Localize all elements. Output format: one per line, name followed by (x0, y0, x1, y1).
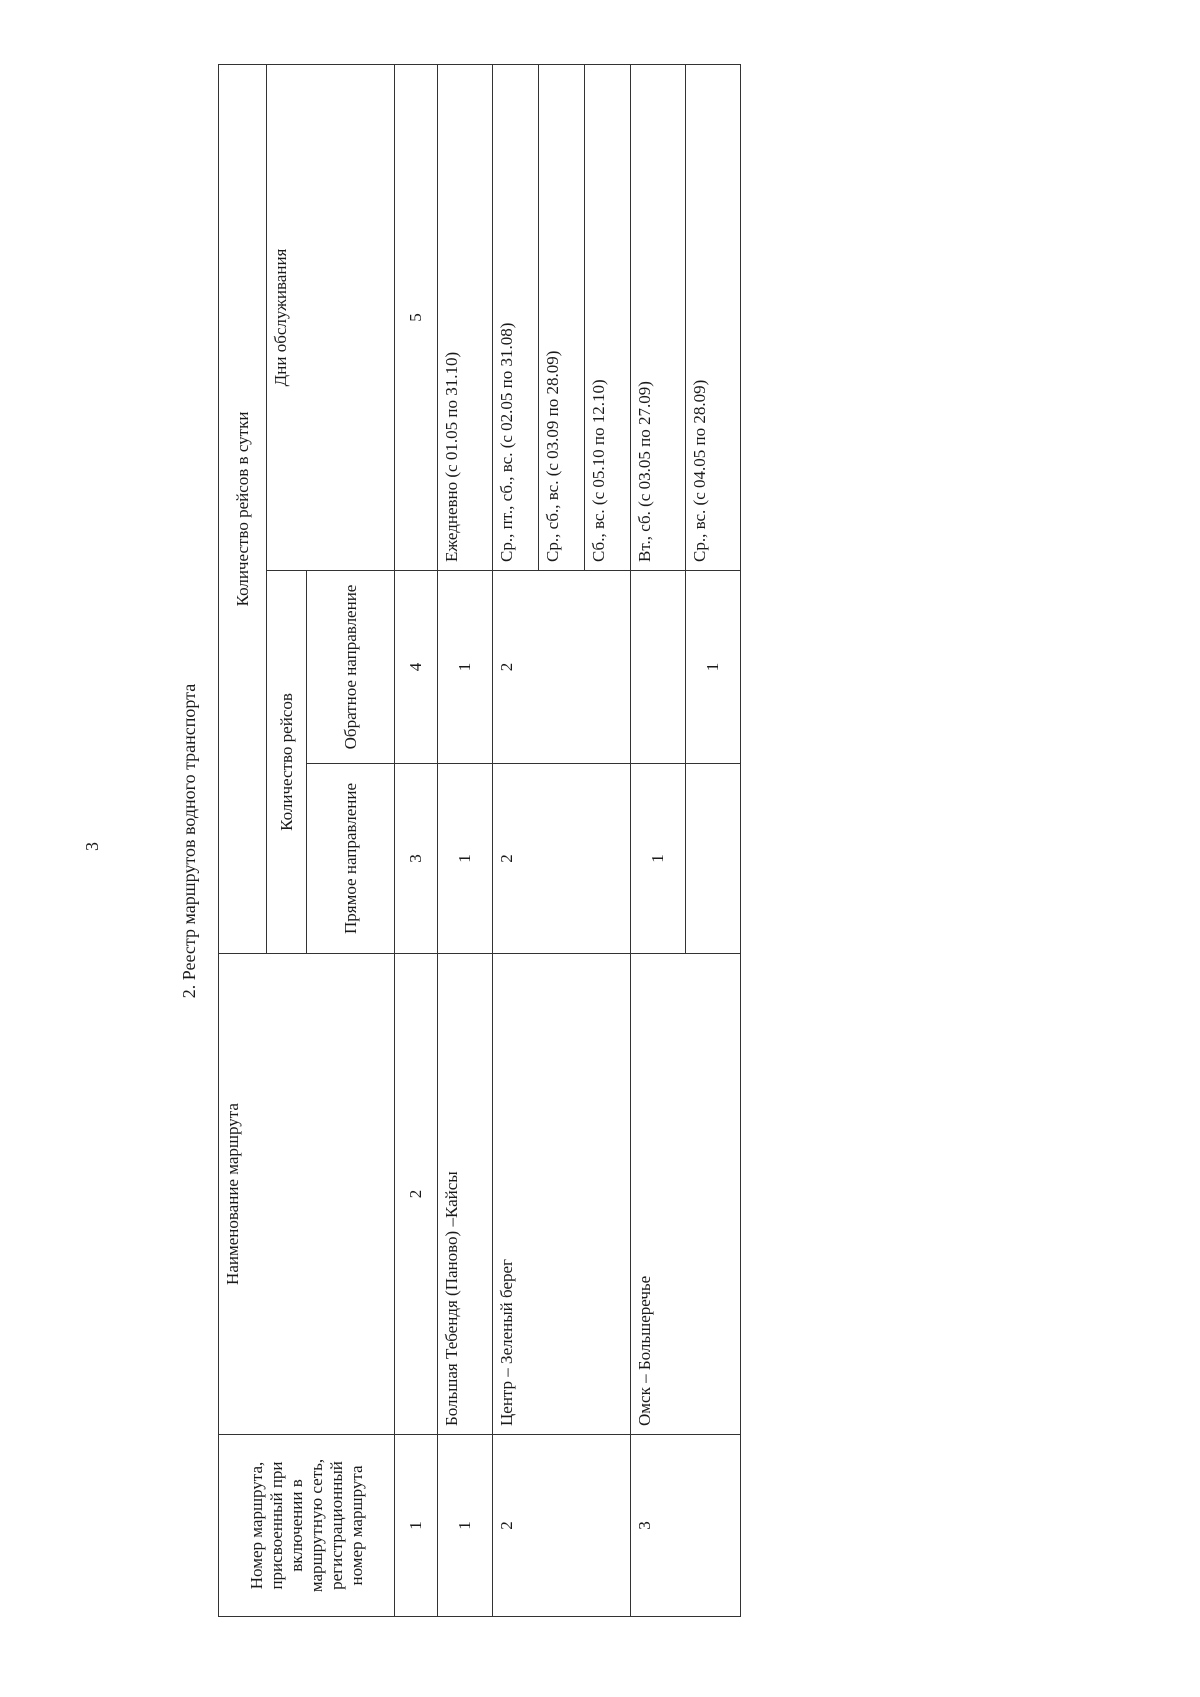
forward-cell: 1 (631, 764, 686, 954)
forward-cell (686, 764, 741, 954)
header-service-days: Дни обслуживания (267, 64, 395, 570)
table-row (631, 64, 686, 1616)
backward-cell: 2 (493, 571, 631, 764)
routes-registry-table (218, 64, 741, 1617)
route-number-cell: 3 (631, 1435, 741, 1617)
header-backward: Обратное направление (307, 571, 395, 764)
backward-cell (631, 571, 686, 764)
table-row (438, 64, 493, 1616)
column-number: 1 (395, 1435, 438, 1617)
header-route-name: Наименование маршрута (219, 954, 395, 1435)
rotated-page-content (160, 65, 760, 1617)
document-title: 2. Реестр маршрутов водного транспорта (179, 683, 199, 999)
header-trips-per-day: Количество рейсов в сутки (219, 64, 267, 953)
header-route-number: Номер маршрута, присвоенный при включении в маршрутную сеть, регистрационный номер маршрута (219, 1435, 395, 1617)
route-name-cell: Омск – Большеречье (631, 954, 741, 1435)
column-number: 4 (395, 571, 438, 764)
header-row-1 (219, 64, 267, 1616)
header-trip-count: Количество рейсов (267, 571, 307, 954)
column-number: 3 (395, 764, 438, 954)
service-days-cell: Сб., вс. (с 05.10 по 12.10) (585, 64, 631, 570)
forward-cell: 1 (438, 764, 493, 954)
header-forward: Прямое направление (307, 764, 395, 954)
service-days-cell: Ежедневно (с 01.05 по 31.10) (438, 64, 493, 570)
service-days-cell: Ср., сб., вс. (с 03.09 по 28.09) (539, 64, 585, 570)
service-days-cell: Ср., вс. (с 04.05 по 28.09) (686, 64, 741, 570)
forward-cell: 2 (493, 764, 631, 954)
service-days-cell: Ср., пт., сб., вс. (с 02.05 по 31.08) (493, 64, 539, 570)
service-days-cell: Вт., сб. (с 03.05 по 27.09) (631, 64, 686, 570)
route-number-cell: 1 (438, 1435, 493, 1617)
column-numbers-row (395, 64, 438, 1616)
column-number: 2 (395, 954, 438, 1435)
page-number: 3 (82, 842, 102, 851)
route-name-cell: Центр – Зеленый берег (493, 954, 631, 1435)
table-row (493, 64, 539, 1616)
route-name-cell: Большая Тебендя (Паново) –Кайсы (438, 954, 493, 1435)
column-number: 5 (395, 64, 438, 570)
backward-cell: 1 (686, 571, 741, 764)
route-number-cell: 2 (493, 1435, 631, 1617)
backward-cell: 1 (438, 571, 493, 764)
